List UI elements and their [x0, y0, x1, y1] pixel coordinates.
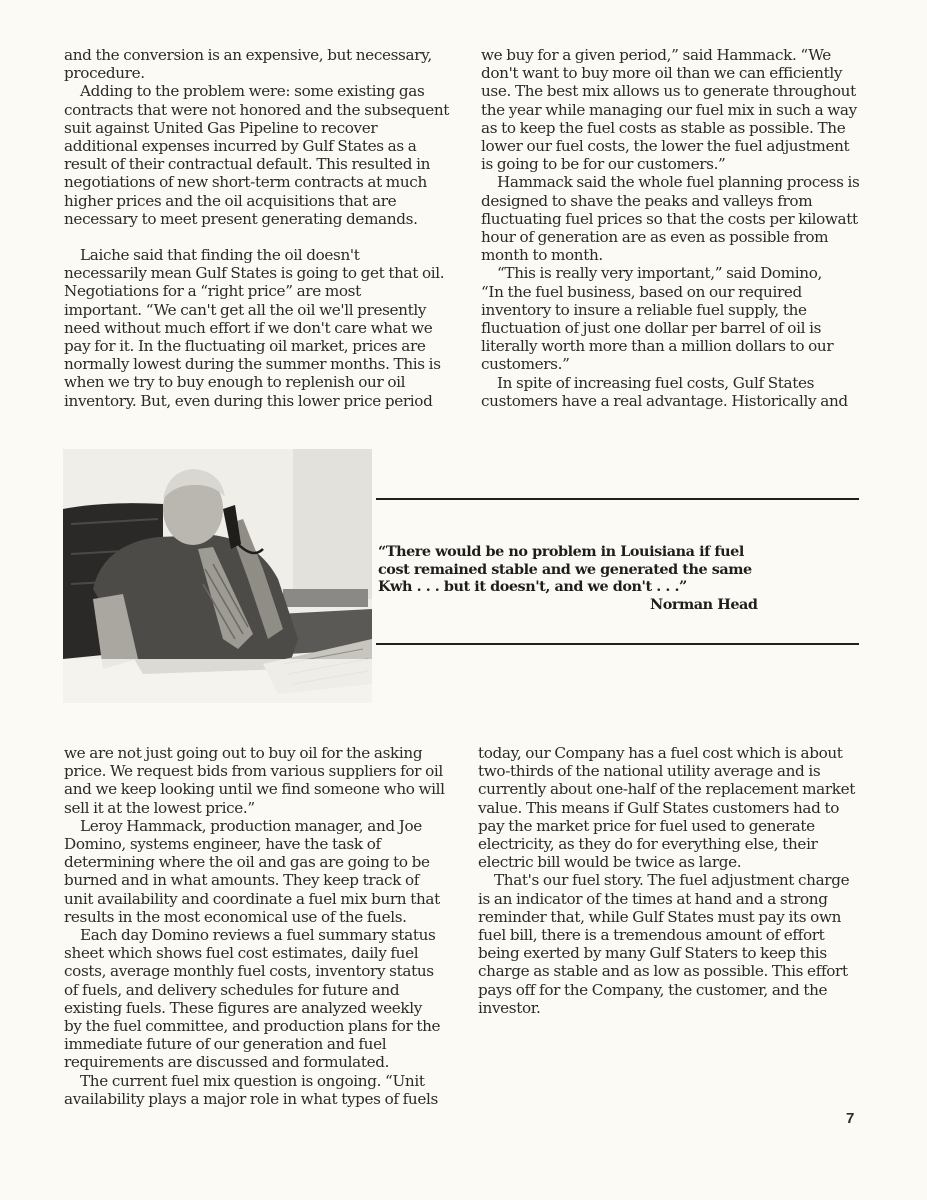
text-line: normally lowest during the summer months. This is — [64, 355, 441, 374]
text-line: is going to be for our customers.” — [481, 155, 726, 174]
text-line: sheet which shows fuel cost estimates, daily fuel — [64, 944, 419, 963]
page-number: 7 — [846, 1110, 855, 1127]
pull-quote — [378, 543, 798, 613]
text-line: as to keep the fuel costs as stable as possible. The — [481, 118, 846, 137]
paragraph — [481, 173, 876, 264]
text-line: investor. — [478, 998, 541, 1017]
pull-quote-rule-bottom — [376, 643, 859, 645]
text-line: Hammack said the whole fuel planning process is — [497, 173, 860, 192]
text-line: important. “We can't get all the oil we'll presently — [64, 300, 427, 319]
text-line: we are not just going out to buy oil for the asking — [64, 744, 423, 762]
text-line: month to month. — [481, 246, 603, 265]
text-line: “In the fuel business, based on our required — [481, 282, 802, 301]
text-line: being exerted by many Gulf Staters to keep this — [478, 944, 827, 963]
text-line: is an indicator of the times at hand and a strong — [478, 889, 828, 908]
text-line: The current fuel mix question is ongoing. “Unit — [80, 1071, 425, 1090]
text-line: charge as stable and as low as possible. This effort — [478, 962, 848, 981]
text-line: electricity, as they do for everything else, their — [478, 835, 818, 854]
text-line: suit against United Gas Pipeline to recover — [64, 118, 378, 137]
text-line: That's our fuel story. The fuel adjustment charge — [494, 871, 850, 890]
text-line: inventory to insure a reliable fuel supply, the — [481, 300, 807, 319]
text-line: we buy for a given period,” said Hammack. “We — [481, 46, 831, 64]
paragraph — [478, 871, 873, 1017]
text-line: Domino, systems engineer, have the task of — [64, 835, 381, 854]
text-line: electric bill would be twice as large. — [478, 853, 742, 872]
text-line: literally worth more than a million dollars to our — [481, 337, 834, 356]
paragraph — [64, 926, 459, 1072]
text-line: In spite of increasing fuel costs, Gulf States — [497, 373, 815, 392]
text-line: and the conversion is an expensive, but necessary, — [64, 46, 432, 64]
photo-wall — [293, 449, 372, 599]
text-line: sell it at the lowest price.” — [64, 798, 255, 817]
article-column-top-right — [481, 46, 876, 410]
text-line: procedure. — [64, 64, 145, 83]
text-line: Adding to the problem were: some existing gas — [80, 82, 425, 101]
paragraph — [64, 817, 459, 926]
text-line: pay the market price for fuel used to generate — [478, 816, 815, 835]
text-line: burned and in what amounts. They keep track of — [64, 871, 420, 890]
text-line: don't want to buy more oil than we can efficiently — [481, 64, 843, 83]
text-line: results in the most economical use of the fuels. — [64, 907, 407, 926]
text-line: customers.” — [481, 355, 570, 374]
text-line: use. The best mix allows us to generate throughout — [481, 82, 856, 101]
photo-foreground — [63, 659, 372, 703]
text-line: value. This means if Gulf States customers had to — [478, 798, 840, 817]
paragraph — [64, 246, 459, 410]
text-line: Leroy Hammack, production manager, and Joe — [80, 816, 422, 835]
text-line: when we try to buy enough to replenish our oil — [64, 373, 406, 392]
text-line: fluctuating fuel prices so that the costs per kilowatt — [481, 209, 858, 228]
text-line: negotiations of new short-term contracts at much — [64, 173, 427, 192]
pull-quote-line: “There would be no problem in Louisiana if fuel — [378, 543, 744, 560]
text-line: additional expenses incurred by Gulf States as a — [64, 137, 417, 156]
text-line: and we keep looking until we find someone who will — [64, 780, 445, 799]
text-line: today, our Company has a fuel cost which is about — [478, 744, 843, 762]
text-line: the year while managing our fuel mix in such a way — [481, 100, 857, 119]
text-line: need without much effort if we don't care what we — [64, 318, 433, 337]
text-line: higher prices and the oil acquisitions that are — [64, 191, 397, 210]
text-line: determining where the oil and gas are going to be — [64, 853, 430, 872]
paragraph — [64, 46, 459, 82]
text-line: reminder that, while Gulf States must pay its own — [478, 907, 842, 926]
photo-illustration — [63, 449, 372, 703]
paragraph — [64, 82, 459, 228]
text-line: Laiche said that finding the oil doesn't — [80, 246, 360, 265]
text-line: pay for it. In the fluctuating oil market, prices are — [64, 337, 426, 356]
text-line: result of their contractual default. This resulted in — [64, 155, 431, 174]
text-line: price. We request bids from various suppliers for oil — [64, 762, 443, 781]
paragraph — [481, 264, 876, 373]
text-line: of fuels, and delivery schedules for future and — [64, 980, 400, 999]
text-line: lower our fuel costs, the lower the fuel adjustment — [481, 137, 850, 156]
text-line: fluctuation of just one dollar per barrel of oil is — [481, 319, 822, 338]
pull-quote-attribution: Norman Head — [650, 595, 758, 613]
photo-norman-head — [63, 449, 372, 703]
text-line: hour of generation are as even as possible from — [481, 228, 829, 247]
text-line: Each day Domino reviews a fuel summary status — [80, 926, 436, 945]
pull-quote-line: Kwh . . . but it doesn't, and we don't . . .” — [378, 578, 687, 595]
text-line: immediate future of our generation and fuel — [64, 1035, 387, 1054]
paragraph — [478, 744, 873, 871]
paragraph — [64, 744, 459, 817]
pull-quote-rule-top — [376, 498, 859, 500]
text-line: Negotiations for a “right price” are most — [64, 282, 361, 301]
text-line: two-thirds of the national utility average and is — [478, 762, 821, 781]
text-line: inventory. But, even during this lower price period — [64, 391, 433, 410]
text-line: pays off for the Company, the customer, and the — [478, 980, 828, 999]
paragraph — [481, 374, 876, 410]
text-line: existing fuels. These figures are analyzed weekly — [64, 998, 423, 1017]
text-line: fuel bill, there is a tremendous amount of effort — [478, 926, 825, 945]
paragraph — [481, 46, 876, 173]
article-column-top-left — [64, 46, 459, 410]
photo-desk-papers — [283, 589, 368, 607]
paragraph — [64, 1072, 459, 1108]
text-line: necessarily mean Gulf States is going to get that oil. — [64, 264, 445, 283]
article-column-bottom-left — [64, 744, 459, 1108]
text-line: contracts that were not honored and the subsequent — [64, 100, 450, 119]
article-column-bottom-right — [478, 744, 873, 1017]
text-line: designed to shave the peaks and valleys from — [481, 191, 813, 210]
text-line: necessary to meet present generating demands. — [64, 209, 418, 228]
text-line: by the fuel committee, and production plans for the — [64, 1017, 441, 1036]
text-line: requirements are discussed and formulated. — [64, 1053, 390, 1072]
text-line: currently about one-half of the replacement market — [478, 780, 856, 799]
text-line: customers have a real advantage. Historically and — [481, 391, 848, 410]
text-line: unit availability and coordinate a fuel mix burn that — [64, 889, 440, 908]
text-line: costs, average monthly fuel costs, inventory status — [64, 962, 434, 981]
text-line: “This is really very important,” said Domino, — [497, 264, 822, 283]
pull-quote-line: cost remained stable and we generated the same — [378, 560, 752, 578]
text-line: availability plays a major role in what types of fuels — [64, 1089, 438, 1108]
